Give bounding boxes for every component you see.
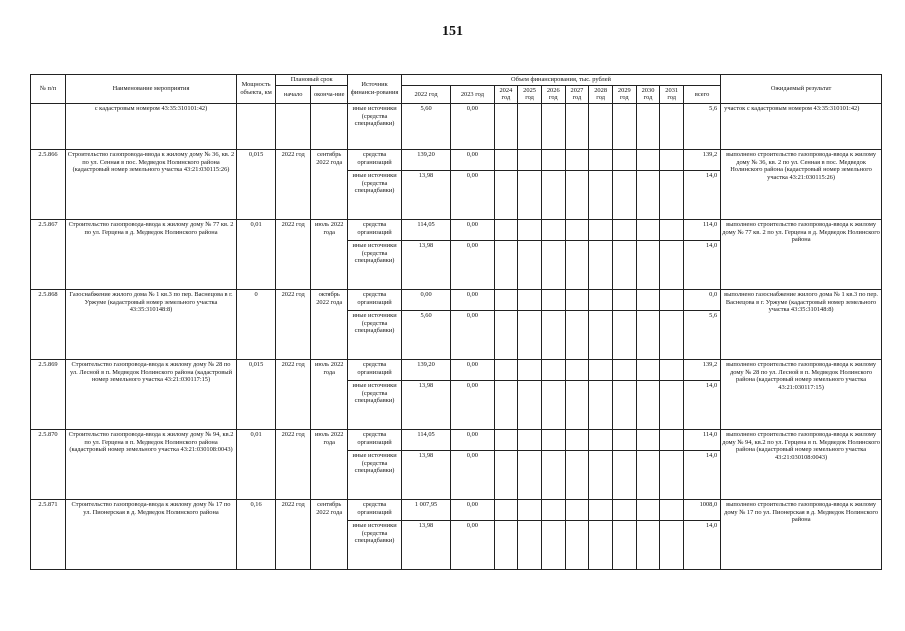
table-row (31, 220, 882, 241)
cell-2023: 0,00 (451, 500, 494, 521)
cell-start: 2022 год (276, 150, 311, 220)
cell-total: 14,0 (684, 521, 721, 570)
cell-end: октябрь 2022 года (311, 290, 348, 360)
cell-no: 2.5.870 (31, 430, 66, 500)
header-funding: Объем финансирования, тыс. рублей (401, 75, 720, 86)
header-year-2023: 2023 год (451, 85, 494, 103)
cell-2023: 0,00 (451, 290, 494, 311)
cell-power: 0,015 (237, 150, 276, 220)
cell-2022: 139,20 (401, 150, 450, 171)
table-row (31, 430, 882, 451)
header-plan-term: Плановый срок (276, 75, 348, 86)
cell-source-other: иные источники (средства спецнадбавки) (348, 171, 402, 220)
cell-start: 2022 год (276, 360, 311, 430)
cell-result: выполнено строительство газопровода-ввода к жилому дому № 28 по ул. Лесной в п. Медведок Нолинского района (кадастровый номер земельного участка 43:21:030117:15) (721, 360, 882, 430)
cell-result: выполнено строительство газопровода-ввода к жилому дому № 94, кв.2 по ул. Герцена в п. Медведок Нолинского района (кадастровый номер земельного участка 43:21:030108:0043) (721, 430, 882, 500)
cell-name: Строительство газопровода-ввода к жилому дому № 17 по ул. Пионерская в д. Медведок Нолинского района (66, 500, 237, 570)
cell-name: Строительство газопровода-ввода к жилому дому № 77 кв. 2 по ул. Герцена в д. Медведок Нолинского района (66, 220, 237, 290)
header-year-2030: 2030 год (636, 85, 660, 103)
header-year-2031: 2031 год (660, 85, 684, 103)
cell-source-orgs: средства организаций (348, 500, 402, 521)
cell-2022: 13,98 (401, 381, 450, 430)
cell-2022: 13,98 (401, 451, 450, 500)
header-year-2026: 2026 год (541, 85, 565, 103)
header-year-2024: 2024 год (494, 85, 518, 103)
cell-source-other: иные источники (средства спецнадбавки) (348, 311, 402, 360)
cell-2023: 0,00 (451, 220, 494, 241)
cell-2022: 0,00 (401, 290, 450, 311)
header-year-2029: 2029 год (612, 85, 636, 103)
header-year-2027: 2027 год (565, 85, 589, 103)
cell-total: 139,2 (684, 360, 721, 381)
header-no: № п/п (31, 75, 66, 104)
cell-no (31, 104, 66, 150)
cell-total: 1008,0 (684, 500, 721, 521)
cell-2022: 13,98 (401, 521, 450, 570)
cell-power: 0,16 (237, 500, 276, 570)
cell-2023: 0,00 (451, 360, 494, 381)
funding-table (30, 74, 882, 570)
cell-power: 0 (237, 290, 276, 360)
cell-2022: 13,98 (401, 241, 450, 290)
cell-result: выполнено строительство газопровода-ввода к жилому дому № 17 по ул. Пионерская в д. Медведок Нолинского района (721, 500, 882, 570)
cell-source: иные источники (средства спецнадбавки) (348, 104, 402, 150)
cell-end: сентябрь 2022 года (311, 150, 348, 220)
header-power: Мощность объекта, км (237, 75, 276, 104)
cell-source-other: иные источники (средства спецнадбавки) (348, 451, 402, 500)
cell-2023: 0,00 (451, 430, 494, 451)
cell-name: Строительство газопровода-ввода к жилому дому № 28 по ул. Лесной в п. Медведок Нолинского района (кадастровый номер земельного участка 43:21:030117:15) (66, 360, 237, 430)
cell-2023: 0,00 (451, 171, 494, 220)
cell-2022: 13,98 (401, 171, 450, 220)
cell-no: 2.5.868 (31, 290, 66, 360)
header-result: Ожидаемый результат (721, 75, 882, 104)
cell-end: сентябрь 2022 года (311, 500, 348, 570)
cell-2023: 0,00 (451, 241, 494, 290)
cell-2022: 5,60 (401, 311, 450, 360)
cell-source-orgs: средства организаций (348, 150, 402, 171)
cell-end: июль 2022 года (311, 430, 348, 500)
cell-total: 139,2 (684, 150, 721, 171)
cell-2022: 114,05 (401, 430, 450, 451)
page-number: 151 (442, 24, 463, 39)
cell-total: 14,0 (684, 381, 721, 430)
cell-total: 114,0 (684, 220, 721, 241)
cell-total: 5,6 (684, 311, 721, 360)
cell-2023: 0,00 (451, 311, 494, 360)
cell-2023: 0,00 (451, 150, 494, 171)
cell-2023: 0,00 (451, 381, 494, 430)
cell-name: Строительство газопровода-ввода к жилому дому № 36, кв. 2 по ул. Сенная в пос. Медведок Нолинского района (кадастровый номер земельного участка 43:21:030115:26) (66, 150, 237, 220)
cell-2022: 114,05 (401, 220, 450, 241)
cell-source-other: иные источники (средства спецнадбавки) (348, 381, 402, 430)
header-source: Источник финанси-рования (348, 75, 402, 104)
cell-power: 0,015 (237, 360, 276, 430)
cell-total: 14,0 (684, 451, 721, 500)
header-end: оконча-ние (311, 85, 348, 103)
header-year-2028: 2028 год (589, 85, 613, 103)
cell-source-orgs: средства организаций (348, 430, 402, 451)
table-row (31, 290, 882, 311)
cell-2022: 139,20 (401, 360, 450, 381)
cell-no: 2.5.869 (31, 360, 66, 430)
cell-2022: 1 007,95 (401, 500, 450, 521)
cell-start: 2022 год (276, 430, 311, 500)
header-year-2025: 2025 год (518, 85, 542, 103)
cell-end: июль 2022 года (311, 220, 348, 290)
cell-power: 0,01 (237, 220, 276, 290)
cell-no: 2.5.867 (31, 220, 66, 290)
cell-2023: 0,00 (451, 104, 494, 150)
cell-2023: 0,00 (451, 451, 494, 500)
cell-total: 114,0 (684, 430, 721, 451)
cell-total: 0,0 (684, 290, 721, 311)
cell-name: с кадастровым номером 43:35:310101:42) (66, 104, 237, 150)
cell-2023: 0,00 (451, 521, 494, 570)
cell-no: 2.5.866 (31, 150, 66, 220)
header-name: Наименование мероприятия (66, 75, 237, 104)
cell-total: 5,6 (684, 104, 721, 150)
header-start: начало (276, 85, 311, 103)
cell-start: 2022 год (276, 220, 311, 290)
header-year-2022: 2022 год (401, 85, 450, 103)
cell-result: выполнено строительство газопровода-ввода к жилому дому № 36, кв. 2 по ул. Сенная в пос. Медведок Нолинского района (кадастровый номер земельного участка 43:21:030115:26) (721, 150, 882, 220)
cell-no: 2.5.871 (31, 500, 66, 570)
cell-source-orgs: средства организаций (348, 220, 402, 241)
cell-name: Газоснабжение жилого дома № 1 кв.3 по пер. Васнецова в г. Уржуме (кадастровый номер земельного участка 43:35:310148:8) (66, 290, 237, 360)
cell-result: выполнено строительство газопровода-ввода к жилому дому № 77 кв. 2 по ул. Герцена в д. Медведок Нолинского района (721, 220, 882, 290)
table-row (31, 360, 882, 381)
cell-source-other: иные источники (средства спецнадбавки) (348, 241, 402, 290)
cell-source-orgs: средства организаций (348, 360, 402, 381)
cell-start: 2022 год (276, 500, 311, 570)
cell-source-orgs: средства организаций (348, 290, 402, 311)
cell-end: июль 2022 года (311, 360, 348, 430)
cell-result: выполнено газоснабжение жилого дома № 1 кв.3 по пер. Васнецова в г. Уржуме (кадастровый номер земельного участка 43:35:310148:8) (721, 290, 882, 360)
cell-start: 2022 год (276, 290, 311, 360)
cell-total: 14,0 (684, 171, 721, 220)
cell-name: Строительство газопровода-ввода к жилому дому № 94, кв.2 по ул. Герцена в п. Медведок Нолинского района (кадастровый номер земельного участка 43:21:030108:0043) (66, 430, 237, 500)
cell-source-other: иные источники (средства спецнадбавки) (348, 521, 402, 570)
table-row (31, 500, 882, 521)
table-row (31, 150, 882, 171)
cell-result: участок с кадастровым номером 43:35:310101:42) (721, 104, 882, 150)
header-total: всего (684, 85, 721, 103)
cell-2022: 5,60 (401, 104, 450, 150)
cell-power: 0,01 (237, 430, 276, 500)
cell-total: 14,0 (684, 241, 721, 290)
table-row-continuation (31, 104, 882, 150)
